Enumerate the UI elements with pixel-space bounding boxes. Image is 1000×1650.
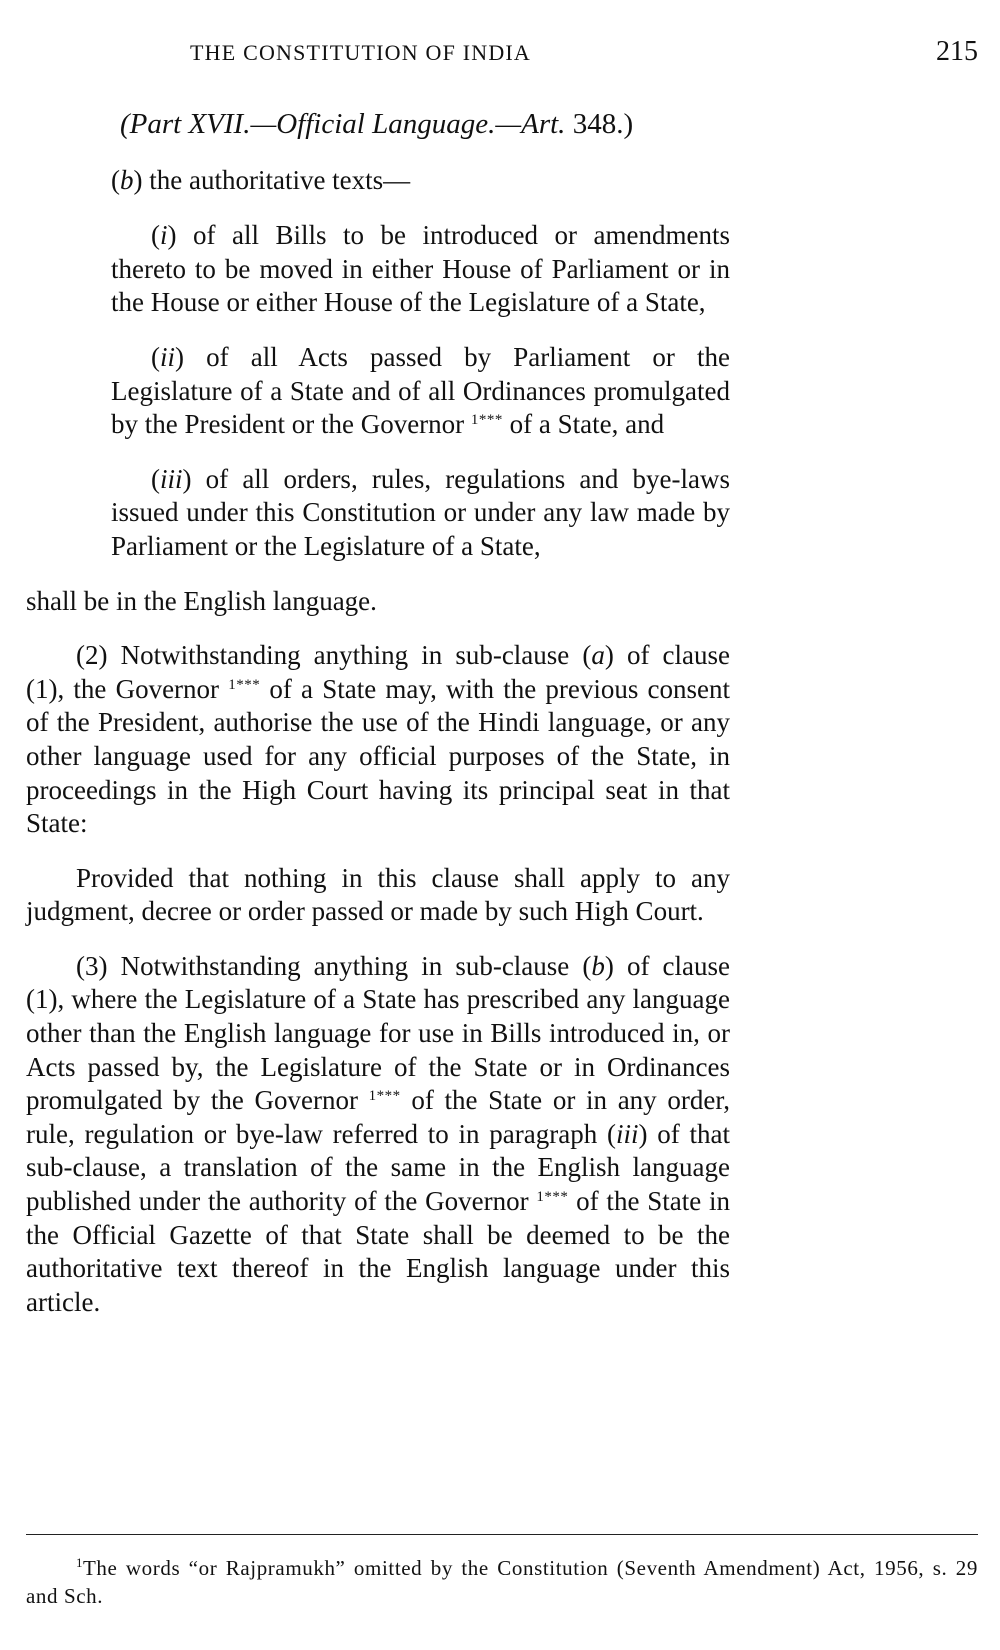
clause-text: of a State may, with the previous consent of the President, authorise the use of the Hindi language, or any other language used for any official purposes of the State, in proceedings in the High Court having its principal seat in that State: <box>26 673 730 839</box>
item-numeral: i <box>160 220 168 251</box>
footnote-marker: 1*** <box>470 412 503 429</box>
footnote-marker: 1*** <box>228 676 261 693</box>
clause-letter: b <box>120 164 134 195</box>
closing-line: shall be in the English language. <box>26 585 377 616</box>
clause-letter: a <box>591 640 605 671</box>
item-text: ) of all Bills to be introduced or amendments thereto to be moved in either House of Parliament or in the House or either House of the Legislature of a State, <box>111 220 730 318</box>
clause-letter: b <box>591 950 605 981</box>
footnote-marker: 1*** <box>536 1189 569 1206</box>
item-text-tail: of a State, and <box>502 409 665 440</box>
paren: ( <box>151 341 160 372</box>
page-header <box>0 36 1000 70</box>
footnote-divider <box>26 1534 978 1535</box>
clause-text: ) of clause (1), where the Legislature of a State has prescribed any language other than the English language for use in Bills introduced in, or Acts passed by, the Legislature of the State or in Ordinances promulgated by the Governor <box>26 950 730 1116</box>
running-head: THE CONSTITUTION OF INDIA <box>190 40 532 65</box>
paragraph-numeral: iii <box>616 1118 639 1149</box>
clause-3 <box>26 950 730 1320</box>
footnote-number: 1 <box>76 1555 83 1570</box>
clause-text: ) of clause (1), the Governor <box>26 640 730 704</box>
sub-clause-b <box>111 164 730 198</box>
page-number: 215 <box>936 36 978 67</box>
article-number: 348.) <box>565 108 634 140</box>
footnote-text: The words “or Rajpramukh” omitted by the Constitution (Seventh Amendment) Act, 1956, s. 29 and Sch. <box>26 1556 978 1608</box>
article-body <box>26 108 730 1340</box>
proviso: Provided that nothing in this clause shall apply to any judgment, decree or order passed or made by such High Court. <box>26 862 730 927</box>
clause-text: ) of that sub-clause, a translation of the same in the English language published under the authority of the Governor <box>26 1118 730 1217</box>
clause-text: of the State or in any order, rule, regulation or bye-law referred to in paragraph ( <box>26 1085 731 1149</box>
item-ii <box>111 341 730 442</box>
paren: ( <box>151 463 160 494</box>
item-numeral: iii <box>160 463 183 494</box>
item-text: ) of all Acts passed by Parliament or the Legislature of a State and of all Ordinances promulgated by the President or the Governor <box>111 341 730 440</box>
part-heading <box>120 108 730 142</box>
footnote-marker: 1*** <box>368 1088 401 1105</box>
item-iii <box>111 463 730 564</box>
paren: ( <box>151 220 160 251</box>
footnote <box>26 1554 978 1610</box>
clause-2 <box>26 639 730 841</box>
item-text: ) of all orders, rules, regulations and bye-laws issued under this Constitution or under any law made by Parliament or the Legislature of a State, <box>111 463 730 561</box>
paren: ( <box>111 164 120 195</box>
clause-text: (3) Notwithstanding anything in sub-clause ( <box>76 950 592 981</box>
clause-text: (2) Notwithstanding anything in sub-clause ( <box>76 640 592 671</box>
item-i <box>111 219 730 320</box>
clause-text: of the State in the Official Gazette of that State shall be deemed to be the authoritative text thereof in the English language under this article. <box>26 1186 730 1317</box>
part-heading-italic: (Part XVII.—Official Language.—Art. <box>120 108 566 140</box>
item-numeral: ii <box>160 341 176 372</box>
sub-clause-b-text: ) the authoritative texts— <box>133 164 411 195</box>
